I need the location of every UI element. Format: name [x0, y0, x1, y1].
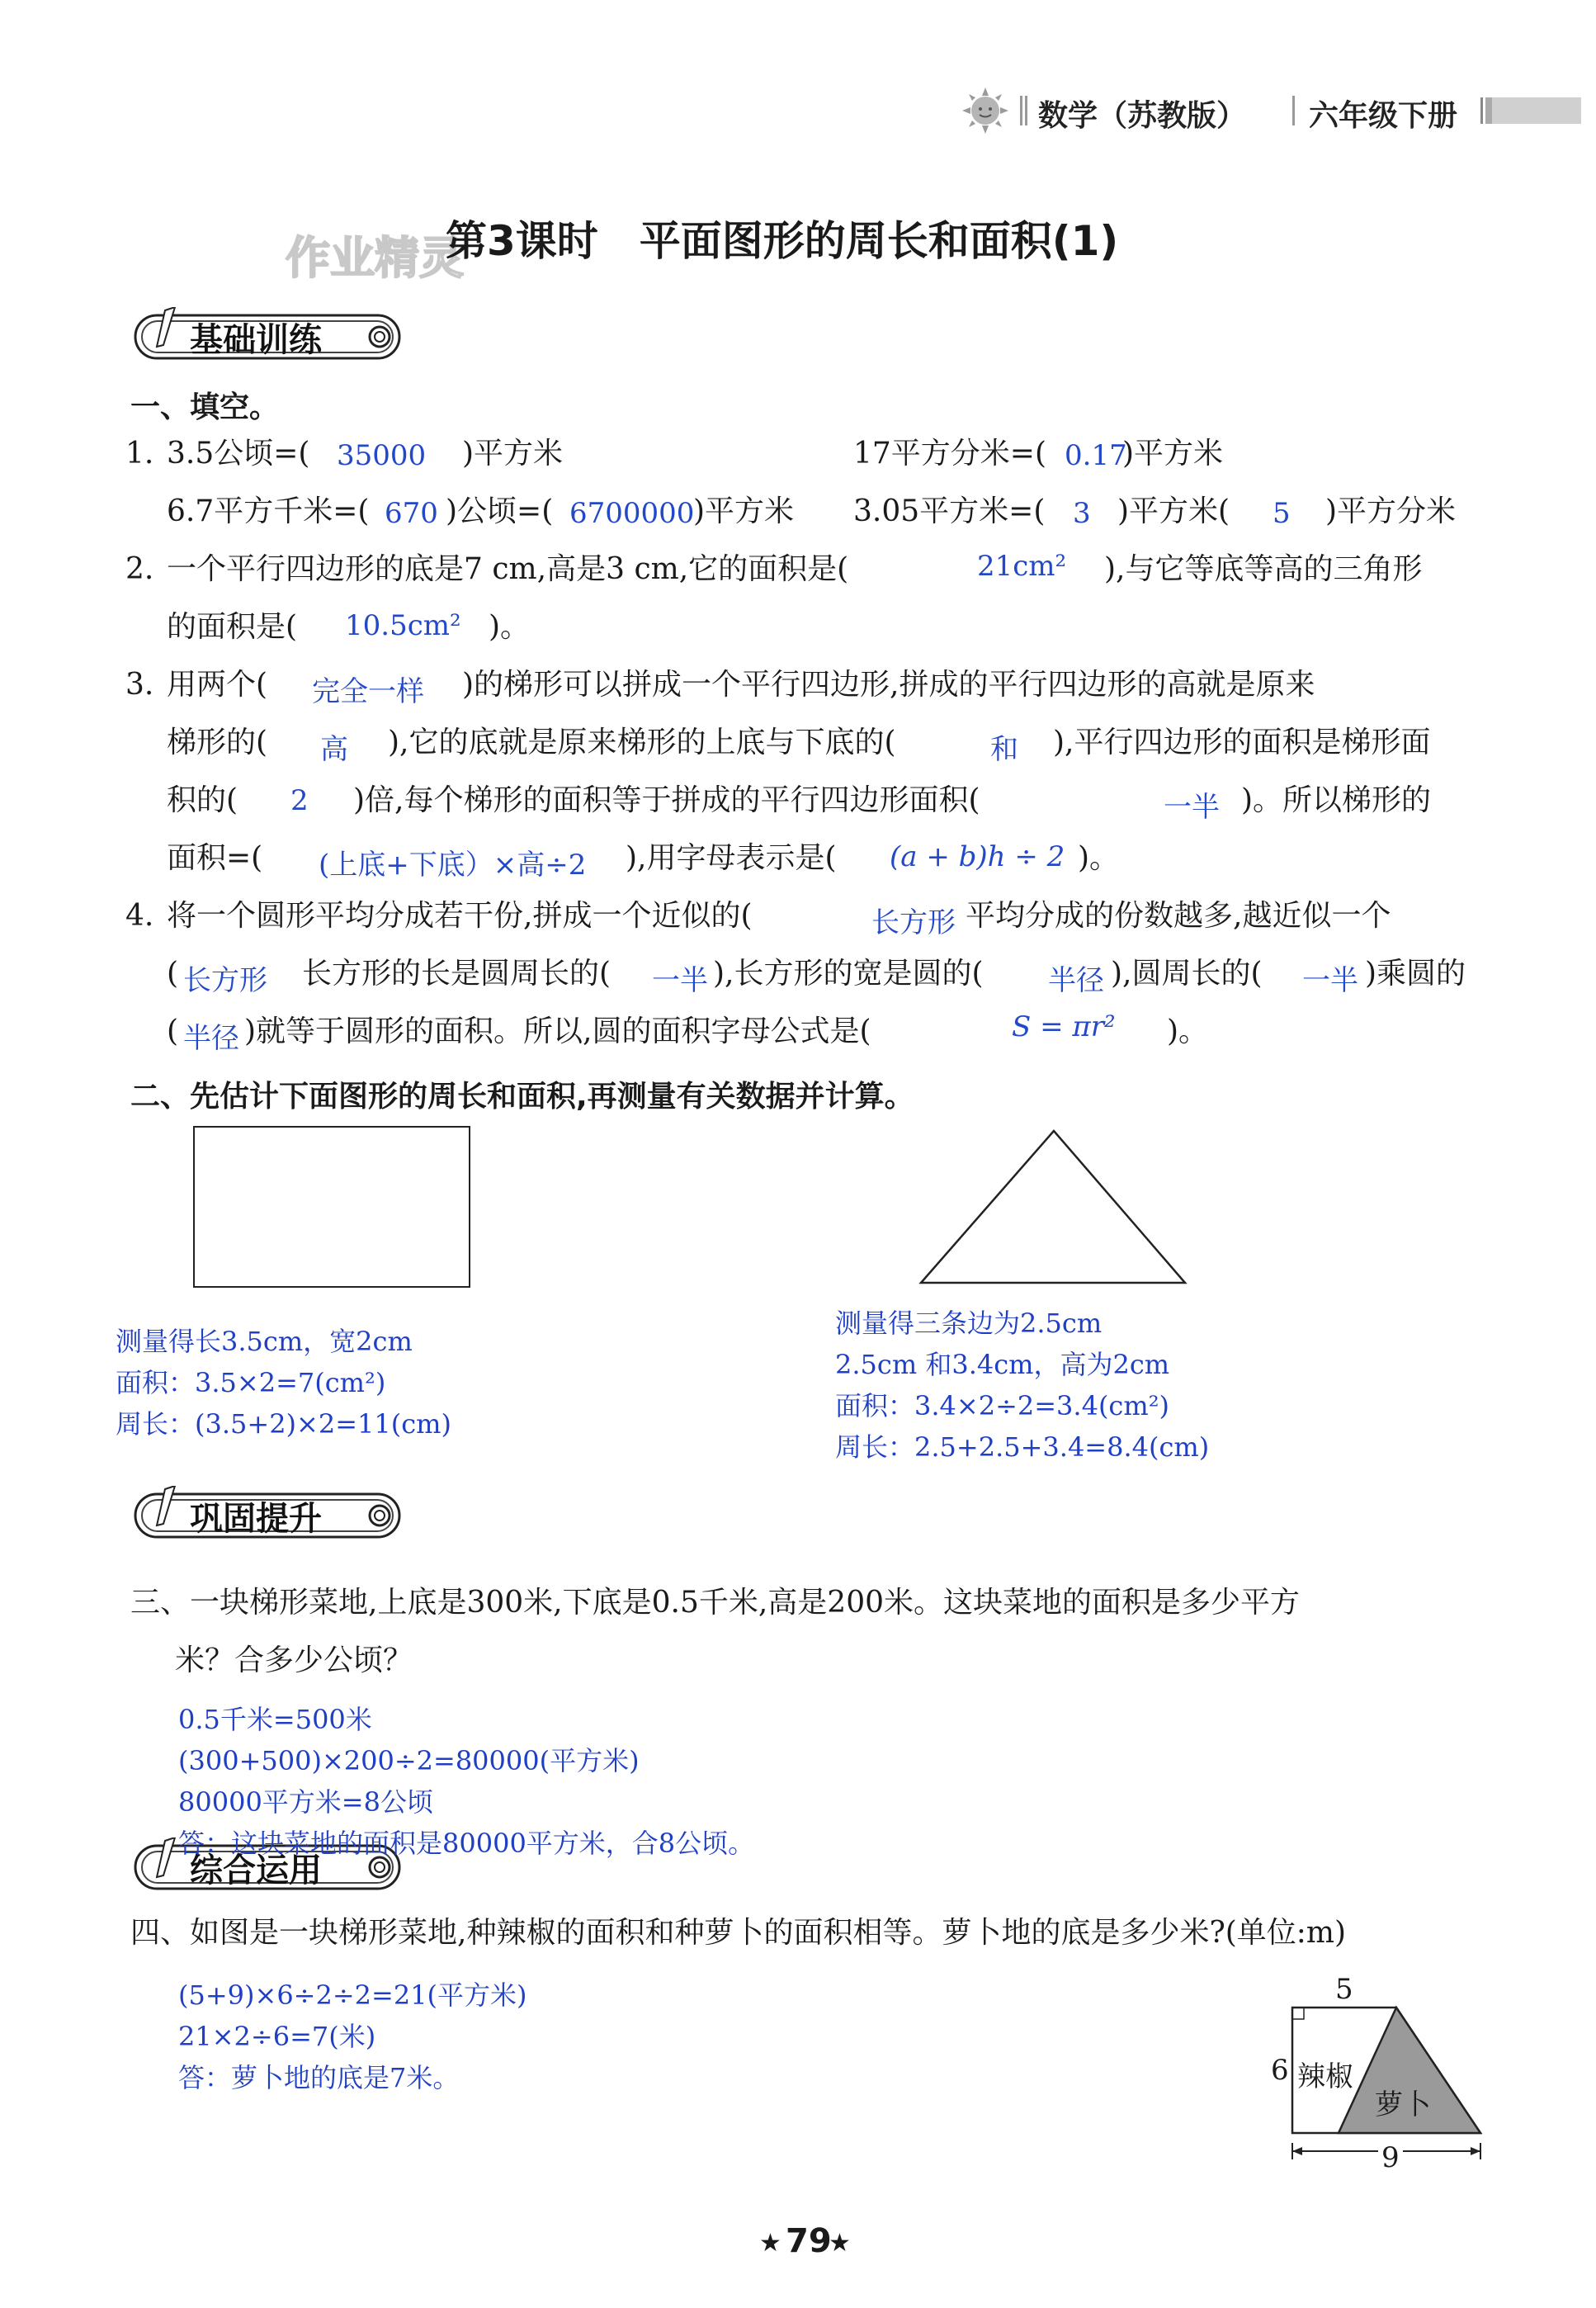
tri-answer-line: 测量得三条边为2.5cm: [835, 1308, 1103, 1339]
q4-answer7: S = πr²: [1012, 1010, 1116, 1043]
q4-l2-mid1: 长方形的长是圆周长的(: [302, 957, 611, 991]
q3-l3-post: )。所以梯形的: [1241, 783, 1432, 817]
q3-l3-mid: )倍,每个梯形的面积等于拼成的平行四边形面积(: [353, 783, 980, 817]
q4-num: 4.: [125, 899, 154, 933]
header-bar-decoration: [1480, 97, 1581, 124]
q1a-answer: 35000: [337, 439, 427, 472]
q1a-text-post: )平方米: [462, 437, 564, 471]
q2-answer2: 10.5cm²: [345, 609, 461, 642]
part3-answer-line: (300+500)×200÷2=80000(平方米): [178, 1745, 640, 1776]
q2-line1: 一个平行四边形的底是7 cm,高是3 cm,它的面积是(: [167, 552, 849, 586]
section-basic-label: 基础训练: [190, 321, 322, 359]
q4-answer1: 长方形: [871, 906, 956, 939]
q2-line2-post: )。: [489, 610, 531, 644]
q4-l2-open: (: [167, 957, 179, 991]
section-badge-basic: [124, 307, 413, 358]
q3-answer7: (a + b)h ÷ 2: [890, 840, 1065, 873]
trapezoid-figure: [1268, 1973, 1490, 2174]
q4-l1: 将一个圆形平均分成若干份,拼成一个近似的(: [167, 899, 753, 933]
q3-l4-post: )。: [1078, 841, 1120, 875]
tri-answer-line: 周长：2.5+2.5+3.4=8.4(cm): [835, 1431, 1210, 1463]
q4-answer3: 一半: [652, 964, 708, 997]
q1-num: 1.: [125, 437, 154, 471]
q3-l4: 面积=(: [167, 841, 263, 875]
header-subject: 数学（苏教版）: [1038, 99, 1247, 133]
section-consolidate-label: 巩固提升: [190, 1500, 322, 1538]
page-title: 第3课时 平面图形的周长和面积(1): [446, 217, 1119, 265]
q2-line1-post: ),与它等底等高的三角形: [1104, 552, 1423, 586]
q4-answer6: 半径: [183, 1022, 239, 1055]
header-sun-icon: [961, 86, 1010, 139]
q3-answer6: (上底+下底）×高÷2: [319, 849, 587, 882]
q2-answer1: 21cm²: [977, 550, 1067, 583]
part4-answer-line: 答：萝卜地的底是7米。: [178, 2062, 460, 2093]
q1d-text-post: )平方分米: [1325, 494, 1457, 528]
part3-line2: 米？合多少公顷？: [175, 1644, 413, 1677]
rect-answer-line: 周长：(3.5+2)×2=11(cm): [116, 1408, 451, 1440]
q4-l1-post: 平均分成的份数越多,越近似一个: [966, 899, 1391, 933]
figure-region-radish: 萝卜: [1375, 2088, 1431, 2121]
q3-l1-post: )的梯形可以拼成一个平行四边形,拼成的平行四边形的高就是原来: [462, 668, 1315, 702]
part4-answer-line: (5+9)×6÷2÷2=21(平方米): [178, 1979, 527, 2011]
page-number: 79: [786, 2222, 832, 2260]
q1c-answer2: 6700000: [569, 497, 695, 530]
figure-label-top: 5: [1335, 1973, 1353, 2006]
part4-line1: 四、如图是一块梯形菜地,种辣椒的面积和种萝卜的面积相等。萝卜地的底是多少米?(单位:m): [130, 1916, 1347, 1950]
section-comprehensive-label: 综合运用: [190, 1852, 322, 1889]
q1b-text-post: )平方米: [1122, 437, 1224, 471]
part3-line1: 三、一块梯形菜地,上底是300米,下底是0.5千米,高是200米。这块菜地的面积是多少平方: [130, 1586, 1301, 1620]
q3-l2-post: ),平行四边形的面积是梯形面: [1053, 726, 1431, 759]
figure-label-height: 6: [1271, 2054, 1289, 2087]
part3-answer-line: 0.5千米=500米: [178, 1704, 372, 1735]
rect-answer-line: 测量得长3.5cm，宽2cm: [116, 1326, 413, 1357]
rect-answer-line: 面积：3.5×2=7(cm²): [116, 1367, 386, 1398]
q2-line2: 的面积是(: [167, 610, 298, 644]
header-divider: [1292, 96, 1295, 125]
q3-answer4: 2: [290, 784, 309, 817]
q1d-text-mid: )平方米(: [1117, 494, 1230, 528]
q4-answer2: 长方形: [183, 964, 267, 997]
rectangle-figure: [193, 1126, 470, 1288]
watermark: 作业精灵: [286, 232, 464, 284]
part3-answer-line: 答：这块菜地的面积是80000平方米，合8公顷。: [178, 1828, 755, 1859]
q1c-text-post: )平方米: [693, 494, 795, 528]
q4-l2-mid2: ),长方形的宽是圆的(: [713, 957, 984, 991]
q3-l3: 积的(: [167, 783, 238, 817]
q3-l2: 梯形的(: [167, 726, 268, 759]
q3-answer1: 完全一样: [312, 675, 424, 708]
q4-answer5: 一半: [1302, 964, 1358, 997]
q4-l2-mid3: ),圆周长的(: [1111, 957, 1263, 991]
header-divider: [1025, 96, 1027, 125]
tri-answer-line: 面积：3.4×2÷2=3.4(cm²): [835, 1390, 1170, 1421]
part3-answer-line: 80000平方米=8公顷: [178, 1786, 433, 1818]
q3-l1: 用两个(: [167, 668, 268, 702]
q4-l3-post: )。: [1167, 1014, 1209, 1048]
q1c-text-mid: )公顷=(: [446, 494, 554, 528]
header-divider: [1020, 96, 1022, 125]
q1b-text: 17平方分米=(: [853, 437, 1047, 471]
q4-l3-mid: )就等于圆形的面积。所以,圆的面积字母公式是(: [244, 1014, 871, 1048]
q1d-text: 3.05平方米=(: [853, 494, 1046, 528]
q4-l2-post: )乘圆的: [1365, 957, 1466, 991]
q3-l4-mid: ),用字母表示是(: [626, 841, 837, 875]
q1c-text: 6.7平方千米=(: [167, 494, 370, 528]
triangle-figure: [918, 1126, 1190, 1291]
q4-answer4: 半径: [1048, 964, 1104, 997]
part2-heading: 二、先估计下面图形的周长和面积,再测量有关数据并计算。: [130, 1080, 914, 1114]
section-badge-consolidate: [124, 1486, 413, 1537]
q2-num: 2.: [125, 552, 154, 586]
header-grade: 六年级下册: [1309, 99, 1458, 133]
figure-label-bottom: 9: [1378, 2141, 1403, 2174]
part4-answer-line: 21×2÷6=7(米): [178, 2021, 376, 2052]
q1c-answer1: 670: [385, 497, 438, 530]
q1d-answer2: 5: [1273, 497, 1291, 530]
q1d-answer1: 3: [1073, 497, 1091, 530]
page-number-star-right: ★: [829, 2229, 851, 2258]
part1-heading: 一、填空。: [130, 390, 280, 424]
figure-region-chili: 辣椒: [1297, 2060, 1353, 2093]
page-number-star-left: ★: [759, 2229, 781, 2258]
q3-answer2: 高: [320, 733, 348, 766]
q1b-answer: 0.17: [1065, 439, 1127, 472]
tri-answer-line: 2.5cm 和3.4cm，高为2cm: [835, 1349, 1170, 1380]
q3-l2-mid: ),它的底就是原来梯形的上底与下底的(: [388, 726, 896, 759]
q3-answer5: 一半: [1164, 791, 1220, 824]
q1a-text: 3.5公顷=(: [167, 437, 310, 471]
q3-answer3: 和: [990, 733, 1018, 766]
q4-l3-open: (: [167, 1014, 179, 1048]
q3-num: 3.: [125, 668, 154, 702]
